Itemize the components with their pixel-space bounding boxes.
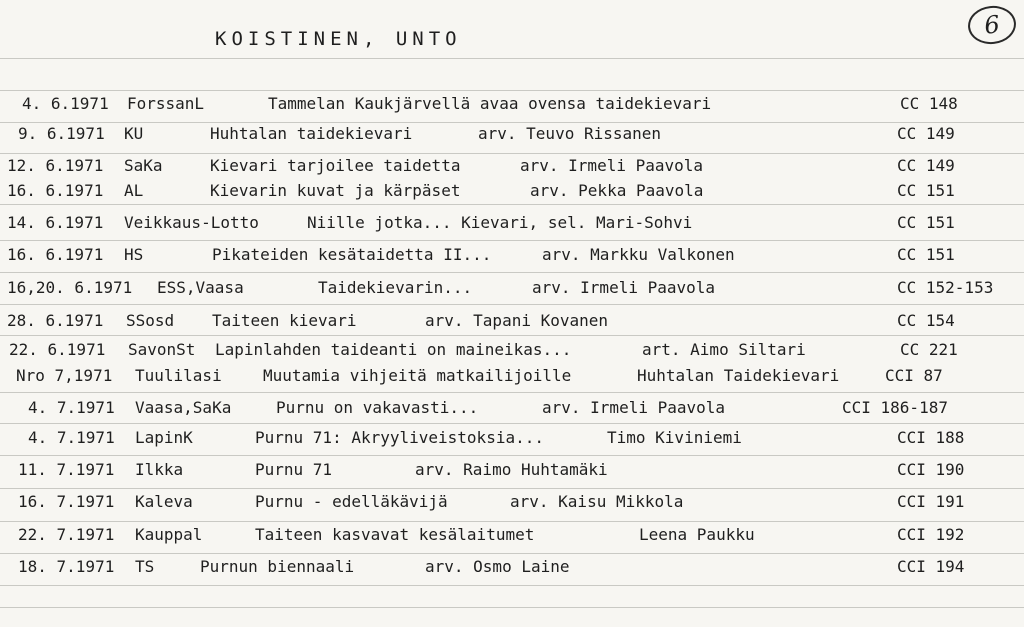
entry-source: Tuulilasi [135, 366, 222, 385]
entry-source: HS [124, 245, 144, 264]
entry-row [0, 278, 1024, 300]
entry-author: Leena Paukku [639, 525, 755, 544]
entry-author: Huhtalan Taidekievari [637, 366, 840, 385]
entry-source: SSosd [126, 311, 175, 330]
entry-row [0, 428, 1024, 450]
entry-author: arv. Pekka Paavola [530, 181, 704, 200]
entry-author: Timo Kiviniemi [607, 428, 742, 447]
entry-row [0, 124, 1024, 146]
entry-ref: CCI 192 [897, 525, 965, 544]
entry-row [0, 398, 1024, 420]
card-rule [0, 90, 1024, 91]
entry-date: 4. 7.1971 [28, 428, 115, 447]
entry-title: Huhtalan taidekievari [210, 124, 413, 143]
entry-ref: CC 151 [897, 245, 955, 264]
card-rule [0, 423, 1024, 424]
card-number: 6 [982, 10, 1002, 40]
entry-source: KU [124, 124, 144, 143]
entry-date: 28. 6.1971 [7, 311, 104, 330]
card-rule [0, 585, 1024, 586]
entry-author: arv. Irmeli Paavola [542, 398, 726, 417]
entry-ref: CC 221 [900, 340, 958, 359]
entry-ref: CCI 191 [897, 492, 965, 511]
entry-title: Purnu 71 [255, 460, 333, 479]
entry-source: Vaasa,SaKa [135, 398, 232, 417]
card-rule [0, 204, 1024, 205]
entry-title: Lapinlahden taideanti on maineikas... [215, 340, 572, 359]
entry-title: Muutamia vihjeitä matkailijoille [263, 366, 572, 385]
entry-title: Kievarin kuvat ja kärpäset [210, 181, 461, 200]
entry-date: 16,20. 6.1971 [7, 278, 133, 297]
entry-source: AL [124, 181, 144, 200]
entry-source: LapinK [135, 428, 193, 447]
entry-author: arv. Tapani Kovanen [425, 311, 609, 330]
entry-source: Veikkaus-Lotto [124, 213, 259, 232]
entry-author: arv. Osmo Laine [425, 557, 570, 576]
entry-row [0, 525, 1024, 547]
entry-title: Purnu on vakavasti... [276, 398, 479, 417]
entry-date: 4. 6.1971 [22, 94, 109, 113]
entry-ref: CC 151 [897, 181, 955, 200]
entry-date: 16. 6.1971 [7, 245, 104, 264]
entry-source: Ilkka [135, 460, 184, 479]
entry-author: arv. Markku Valkonen [542, 245, 735, 264]
entry-source: SaKa [124, 156, 163, 175]
card-rule [0, 607, 1024, 608]
entry-row [0, 213, 1024, 235]
card-rule [0, 488, 1024, 489]
entry-row [0, 94, 1024, 116]
entry-source: Kaleva [135, 492, 193, 511]
entry-ref: CC 149 [897, 156, 955, 175]
entry-date: 9. 6.1971 [18, 124, 105, 143]
entry-row [0, 557, 1024, 579]
entry-source: ForssanL [127, 94, 205, 113]
entry-row [0, 311, 1024, 333]
card-number-circle [966, 4, 1018, 47]
card-rule [0, 240, 1024, 241]
entry-title: Purnu - edelläkävijä [255, 492, 448, 511]
entry-date: 11. 7.1971 [18, 460, 115, 479]
entry-ref: CCI 188 [897, 428, 965, 447]
entry-title: Niille jotka... Kievari, sel. Mari-Sohvi [307, 213, 693, 232]
entry-ref: CCI 194 [897, 557, 965, 576]
card-rule [0, 521, 1024, 522]
entry-row [0, 340, 1024, 362]
entry-date: 18. 7.1971 [18, 557, 115, 576]
entry-ref: CC 149 [897, 124, 955, 143]
entry-date: 22. 6.1971 [9, 340, 106, 359]
entry-ref: CCI 87 [885, 366, 943, 385]
card-rule [0, 553, 1024, 554]
entry-title: Tammelan Kaukjärvellä avaa ovensa taidekievari [268, 94, 712, 113]
entry-title: Kievari tarjoilee taidetta [210, 156, 461, 175]
entry-author: arv. Raimo Huhtamäki [415, 460, 608, 479]
card-title: KOISTINEN, UNTO [215, 28, 462, 50]
card-rule [0, 122, 1024, 123]
card-rule [0, 58, 1024, 59]
entry-author: art. Aimo Siltari [642, 340, 806, 359]
card-rule [0, 335, 1024, 336]
entry-author: arv. Kaisu Mikkola [510, 492, 684, 511]
entry-title: Taiteen kievari [212, 311, 357, 330]
card-rule [0, 272, 1024, 273]
entry-row [0, 366, 1024, 388]
entry-date: 16. 6.1971 [7, 181, 104, 200]
entry-title: Pikateiden kesätaidetta II... [212, 245, 492, 264]
entry-author: arv. Irmeli Paavola [520, 156, 704, 175]
card-rule [0, 392, 1024, 393]
entry-ref: CCI 190 [897, 460, 965, 479]
entry-date: 4. 7.1971 [28, 398, 115, 417]
entry-date: 12. 6.1971 [7, 156, 104, 175]
entry-date: 16. 7.1971 [18, 492, 115, 511]
entry-ref: CC 148 [900, 94, 958, 113]
entry-source: Kauppal [135, 525, 203, 544]
entry-author: arv. Teuvo Rissanen [478, 124, 662, 143]
entry-source: SavonSt [128, 340, 196, 359]
entry-date: 22. 7.1971 [18, 525, 115, 544]
entry-row [0, 181, 1024, 203]
entry-row [0, 492, 1024, 514]
entry-ref: CCI 186-187 [842, 398, 948, 417]
card-rule [0, 153, 1024, 154]
card-rule [0, 455, 1024, 456]
entry-title: Taidekievarin... [318, 278, 473, 297]
entry-row [0, 460, 1024, 482]
entry-author: arv. Irmeli Paavola [532, 278, 716, 297]
entry-source: TS [135, 557, 155, 576]
entry-source: ESS,Vaasa [157, 278, 244, 297]
entry-title: Purnu 71: Akryyliveistoksia... [255, 428, 544, 447]
entry-date: 14. 6.1971 [7, 213, 104, 232]
entry-ref: CC 152-153 [897, 278, 994, 297]
entry-row [0, 156, 1024, 178]
entry-title: Purnun biennaali [200, 557, 355, 576]
card-rule [0, 304, 1024, 305]
entry-ref: CC 154 [897, 311, 955, 330]
entry-title: Taiteen kasvavat kesälaitumet [255, 525, 535, 544]
entry-date: Nro 7,1971 [16, 366, 113, 385]
entry-ref: CC 151 [897, 213, 955, 232]
entry-row [0, 245, 1024, 267]
